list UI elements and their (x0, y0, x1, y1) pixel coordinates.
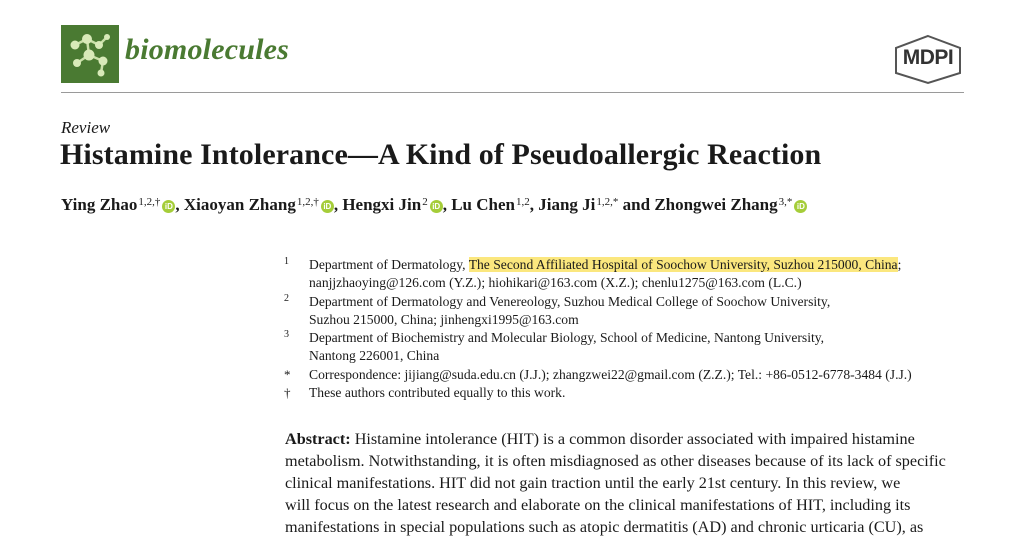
orcid-icon[interactable]: iD (321, 200, 334, 213)
author-affiliation-marks: 3,* (778, 196, 793, 208)
author-name: Ying Zhao (61, 195, 138, 214)
affiliation-item (284, 329, 974, 366)
correspondence-mark: * (284, 366, 291, 382)
article-type: Review (61, 118, 111, 137)
affiliation-line (309, 256, 974, 274)
author-affiliation-marks: 1,2 (515, 196, 530, 208)
affiliation-item (284, 293, 974, 330)
dagger-mark: † (284, 385, 291, 401)
correspondence-item (284, 366, 974, 384)
abstract-line: will focus on the latest research and elaborate on the clinical manifestations of HIT, including its (285, 496, 911, 514)
abstract (285, 428, 965, 538)
publisher-name: MDPI (902, 46, 954, 69)
mdpi-logo[interactable] (892, 33, 964, 85)
author-name: Hengxi Jin (342, 195, 422, 214)
abstract-text: Histamine intolerance (HIT) is a common disorder associated with impaired histamine (350, 430, 915, 448)
abstract-label: Abstract: (285, 430, 351, 448)
abstract-line: metabolism. Notwithstanding, it is often misdiagnosed as other diseases because of its lack of specific (285, 452, 946, 470)
author-name: Lu Chen (451, 195, 515, 214)
affiliations (284, 256, 974, 402)
molecule-icon (61, 25, 119, 83)
affiliation-item (284, 256, 974, 293)
author-affiliation-marks: 1,2,† (138, 196, 161, 208)
orcid-icon[interactable]: iD (794, 200, 807, 213)
abstract-line (285, 428, 965, 450)
journal-logo[interactable] (61, 25, 119, 83)
author-affiliation-marks: 2 (422, 196, 428, 208)
affiliation-emails: nanjjzhaoying@126.com (Y.Z.); hiohikari@163.com (X.Z.); chenlu1275@163.com (L.C.) (309, 275, 802, 291)
orcid-icon[interactable]: iD (162, 200, 175, 213)
author-connector: and (622, 195, 651, 214)
author-name: Jiang Ji (538, 195, 596, 214)
equal-contribution-line: These authors contributed equally to this work. (309, 385, 566, 401)
author-name: Xiaoyan Zhang (183, 195, 296, 214)
affiliation-number: 2 (284, 292, 289, 304)
affiliation-text: ; (897, 257, 902, 272)
author-affiliation-marks: 1,2,* (596, 196, 619, 208)
author-list: Ying Zhao$^{1,2,\dagger}$ iD , Xiaoyan Zhang$^{1,2,\dagger}$ iD , Hengxi Jin$^2$ iD , Lu Chen$^{1,2}$, Jiang $Ji^{1,2,*}$ and Zhongwei Zhang$^{3,*}$ iD (61, 195, 807, 215)
equal-contribution-item (284, 384, 974, 402)
journal-name[interactable]: biomolecules (125, 33, 290, 66)
affiliation-number: 3 (284, 329, 289, 341)
orcid-icon[interactable]: iD (430, 200, 443, 213)
abstract-line: clinical manifestations. HIT did not gain traction until the early 21st century. In this review, we (285, 474, 901, 492)
article-title: Histamine Intolerance—A Kind of Pseudoallergic Reaction (60, 138, 822, 171)
affiliation-line: Nantong 226001, China (309, 348, 440, 364)
author-affiliation-marks: 1,2,† (296, 196, 319, 208)
affiliation-line: Department of Biochemistry and Molecular Biology, School of Medicine, Nantong University, (309, 330, 825, 346)
abstract-line: manifestations in special populations such as atopic dermatitis (AD) and chronic urticaria (CU), as (285, 518, 924, 536)
affiliation-number: 1 (284, 256, 289, 267)
affiliation-line: Department of Dermatology and Venereology, Suzhou Medical College of Soochow University, (309, 293, 831, 309)
highlighted-text: The Second Affiliated Hospital of Soochow University, Suzhou 215000, China (468, 257, 898, 272)
header-divider (61, 92, 964, 93)
affiliation-line: Suzhou 215000, China; jinhengxi1995@163.com (309, 311, 579, 327)
journal-header (61, 25, 964, 87)
correspondence-line: Correspondence: jijiang@suda.edu.cn (J.J.); zhangzwei22@gmail.com (Z.Z.); Tel.: +86-0512-6778-3484 (J.J.) (309, 366, 912, 382)
affiliation-text: Department of Dermatology, (309, 257, 469, 272)
author-name: Zhongwei Zhang (654, 195, 778, 214)
